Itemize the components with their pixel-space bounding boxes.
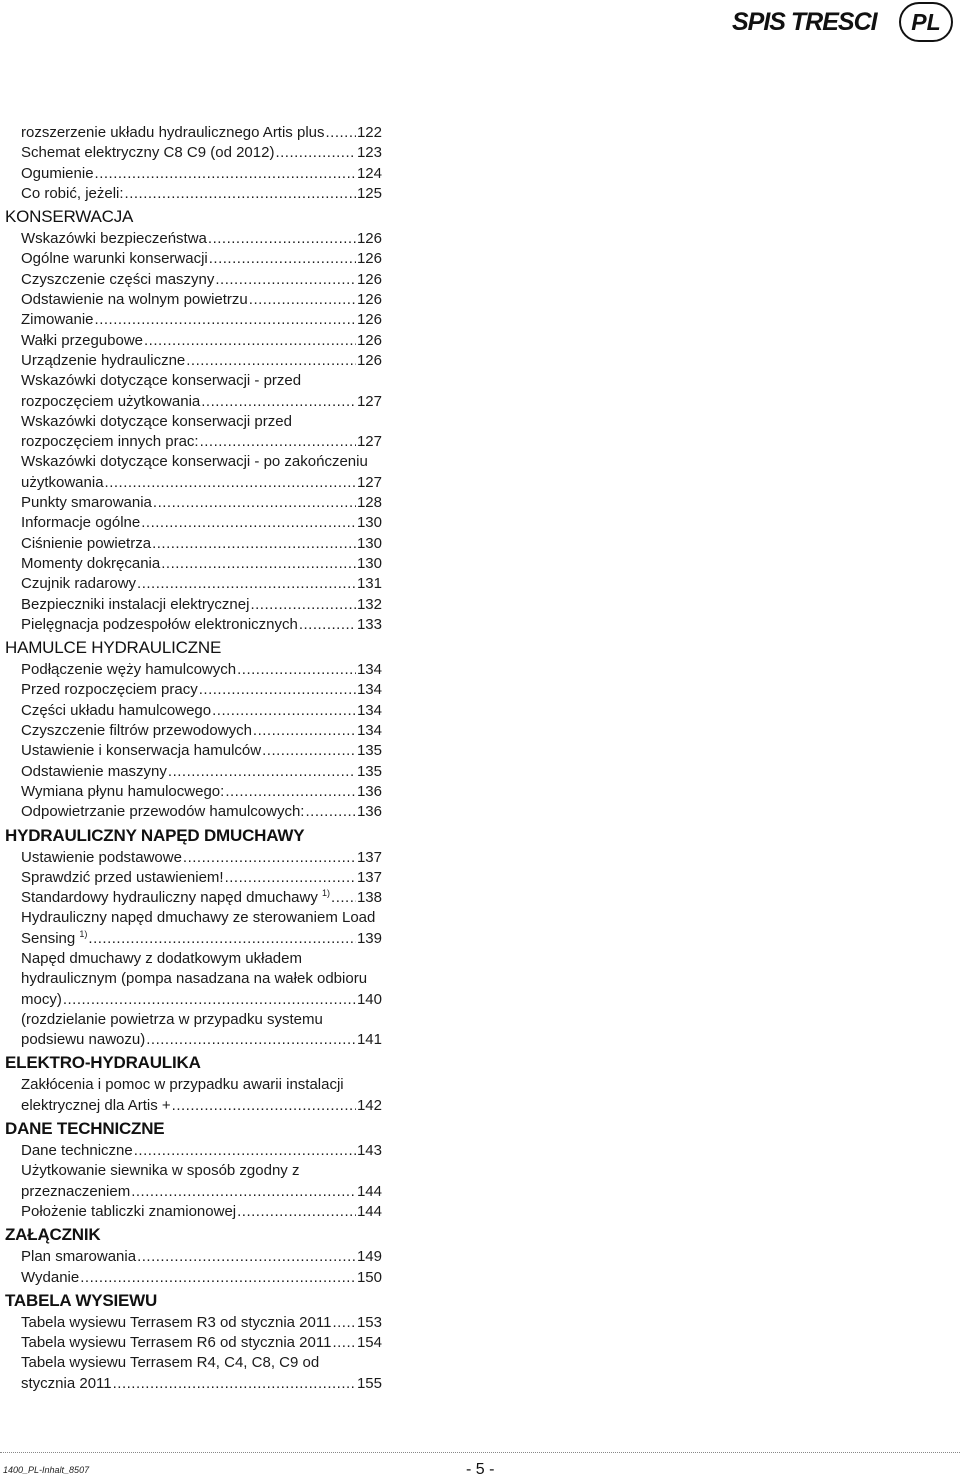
toc-entry[interactable]: Bezpieczniki instalacji elektrycznej ..... 132: [21, 595, 382, 615]
section-heading[interactable]: KONSERWACJA: [5, 207, 134, 227]
toc-entry[interactable]: Czyszczenie filtrów przewodowych ..... 134: [21, 721, 382, 741]
section-heading[interactable]: DANE TECHNICZNE: [5, 1119, 165, 1139]
toc-entry[interactable]: Ustawienie i konserwacja hamulców ..... 135: [21, 741, 382, 761]
language-badge: PL: [899, 2, 953, 42]
toc-entry[interactable]: Ciśnienie powietrza ..... 130: [21, 534, 382, 554]
toc-entry-line[interactable]: Hydrauliczny napęd dmuchawy ze sterowaniem Load: [21, 909, 376, 927]
toc-entry[interactable]: Tabela wysiewu Terrasem R6 od stycznia 2011 ..... 154: [21, 1333, 382, 1353]
toc-entry[interactable]: Odstawienie maszyny ..... 135: [21, 762, 382, 782]
toc-entry-line[interactable]: Tabela wysiewu Terrasem R4, C4, C8, C9 od: [21, 1354, 320, 1372]
toc-entry[interactable]: Przed rozpoczęciem pracy ..... 134: [21, 680, 382, 700]
toc-entry[interactable]: Czyszczenie części maszyny ..... 126: [21, 270, 382, 290]
toc-entry[interactable]: Tabela wysiewu Terrasem R3 od stycznia 2011 ..... 153: [21, 1313, 382, 1333]
toc-entry[interactable]: Sprawdzić przed ustawieniem! ..... 137: [21, 868, 382, 888]
toc-entry[interactable]: Dane techniczne ..... 143: [21, 1141, 382, 1161]
toc-entry[interactable]: Wskazówki bezpieczeństwa ..... 126: [21, 229, 382, 249]
toc-entry[interactable]: Wydanie ..... 150: [21, 1268, 382, 1288]
toc-entry-line[interactable]: hydraulicznym (pompa nasadzana na wałek odbioru: [21, 970, 368, 988]
toc-entry-line[interactable]: Napęd dmuchawy z dodatkowym układem: [21, 949, 302, 967]
footnote-marker: 1): [79, 928, 88, 939]
section-heading[interactable]: HYDRAULICZNY NAPĘD DMUCHAWY: [5, 825, 305, 845]
footnote-marker: 1): [322, 888, 331, 899]
toc-entry[interactable]: Położenie tabliczki znamionowej ..... 144: [21, 1202, 382, 1222]
toc-entry[interactable]: Pielęgnacja podzespołów elektronicznych ..... 133: [21, 615, 382, 635]
section-heading[interactable]: TABELA WYSIEWU: [5, 1290, 158, 1310]
toc-entry[interactable]: Plan smarowania ..... 149: [21, 1247, 382, 1267]
toc-entry[interactable]: mocy) ..... 140: [21, 990, 382, 1010]
toc-entry[interactable]: Sensing $^{1)}$ ..... 139: [21, 929, 382, 949]
toc-entry[interactable]: Zimowanie ..... 126: [21, 310, 382, 330]
toc-entry[interactable]: rozpoczęciem innych prac: ..... 127: [21, 432, 382, 452]
toc-entry[interactable]: Punkty smarowania ..... 128: [21, 493, 382, 513]
section-heading[interactable]: ZAŁĄCZNIK: [5, 1225, 101, 1245]
toc-entry[interactable]: Czujnik radarowy ..... 131: [21, 574, 382, 594]
table-of-contents: [0, 123, 400, 1394]
toc-entry[interactable]: Wymiana płynu hamulocwego: ..... 136: [21, 782, 382, 802]
toc-entry[interactable]: rozszerzenie układu hydraulicznego Artis plus ..... 122: [21, 123, 382, 143]
section-heading[interactable]: ELEKTRO-HYDRAULIKA: [5, 1053, 201, 1073]
toc-entry[interactable]: Odstawienie na wolnym powietrzu ..... 126: [21, 290, 382, 310]
toc-entry-line[interactable]: (rozdzielanie powietrza w przypadku systemu: [21, 1010, 323, 1028]
toc-entry[interactable]: Co robić, jeżeli: ..... 125: [21, 184, 382, 204]
toc-entry-line[interactable]: Wskazówki dotyczące konserwacji - przed: [21, 372, 302, 390]
footer-page-number: - 5 -: [466, 1461, 495, 1478]
toc-entry[interactable]: elektrycznej dla Artis + ..... 142: [21, 1096, 382, 1116]
header-title: SPIS TRESCI: [732, 8, 877, 36]
toc-entry[interactable]: Wałki przegubowe ..... 126: [21, 331, 382, 351]
toc-entry-line[interactable]: Użytkowanie siewnika w sposób zgodny z: [21, 1162, 300, 1180]
toc-entry[interactable]: rozpoczęciem użytkowania ..... 127: [21, 392, 382, 412]
toc-entry-line[interactable]: Wskazówki dotyczące konserwacji przed: [21, 412, 292, 430]
toc-entry[interactable]: Informacje ogólne ..... 130: [21, 513, 382, 533]
toc-entry[interactable]: stycznia 2011 ..... 155: [21, 1374, 382, 1394]
toc-entry[interactable]: Ogumienie ..... 124: [21, 164, 382, 184]
toc-entry-line[interactable]: Zakłócenia i pomoc w przypadku awarii instalacji: [21, 1076, 344, 1094]
toc-entry[interactable]: Odpowietrzanie przewodów hamulcowych: ..... 136: [21, 802, 382, 822]
toc-entry[interactable]: Podłączenie węży hamulcowych ..... 134: [21, 660, 382, 680]
toc-entry[interactable]: użytkowania ..... 127: [21, 473, 382, 493]
toc-entry[interactable]: Ogólne warunki konserwacji ..... 126: [21, 249, 382, 269]
footer-divider: [0, 1452, 960, 1453]
toc-entry[interactable]: Ustawienie podstawowe ..... 137: [21, 848, 382, 868]
toc-entry[interactable]: podsiewu nawozu) ..... 141: [21, 1030, 382, 1050]
toc-entry-line[interactable]: Wskazówki dotyczące konserwacji - po zakończeniu: [21, 453, 368, 471]
footer-file-name: 1400_PL-Inhalt_8507: [3, 1465, 90, 1475]
toc-entry[interactable]: Standardowy hydrauliczny napęd dmuchawy $^{1)}$ ..... 138: [21, 888, 382, 908]
toc-entry[interactable]: Części układu hamulcowego ..... 134: [21, 701, 382, 721]
toc-entry[interactable]: Urządzenie hydrauliczne ..... 126: [21, 351, 382, 371]
toc-entry[interactable]: Schemat elektryczny C8 C9 (od 2012) ..... 123: [21, 143, 382, 163]
toc-entry[interactable]: Momenty dokręcania ..... 130: [21, 554, 382, 574]
section-heading[interactable]: HAMULCE HYDRAULICZNE: [5, 638, 222, 658]
toc-entry[interactable]: przeznaczeniem ..... 144: [21, 1182, 382, 1202]
